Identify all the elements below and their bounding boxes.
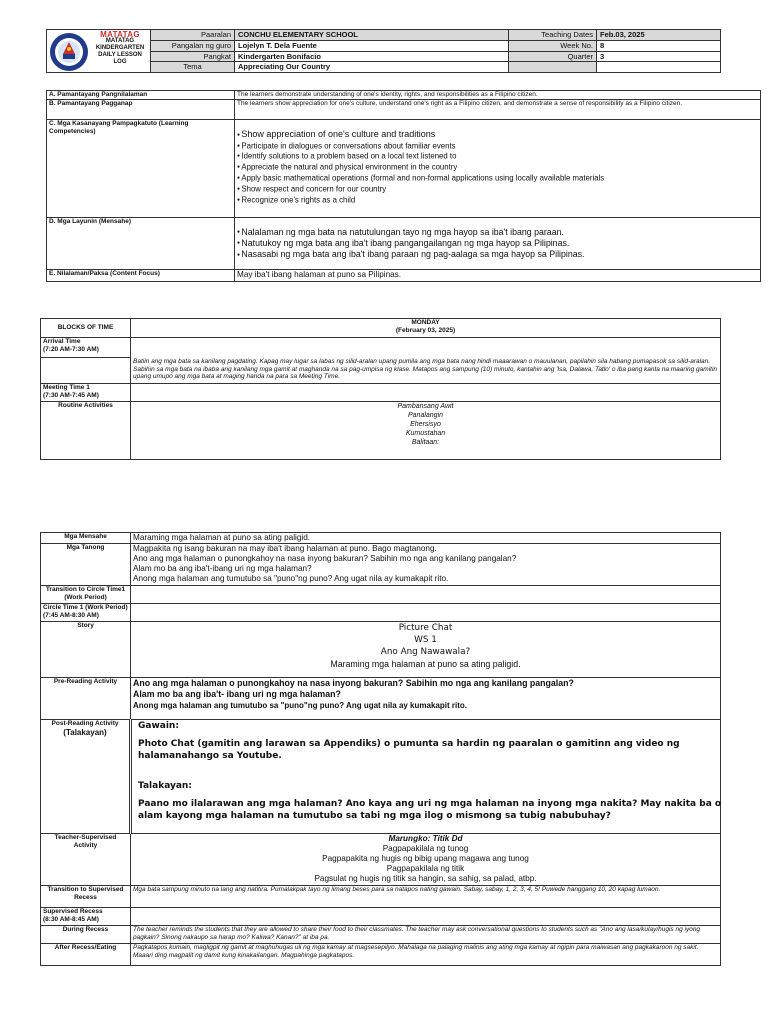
gawain-title: Gawain:	[138, 721, 179, 731]
meeting-label: Meeting Time 1	[43, 384, 90, 391]
header-label2: Quarter	[509, 51, 597, 62]
day-name: MONDAY	[411, 319, 440, 326]
list-item: ● Nalalaman ng mga bata na natutulungan tayo ng mga hayop sa iba't ibang paraan.	[237, 227, 758, 238]
header-value: Kindergarten Bonifacio	[235, 51, 509, 62]
competencies-cell	[235, 120, 761, 218]
list-item: ● Nasasabi ng mga bata ang iba't ibang paraan ng pag-aalaga sa mga hayop sa Pilipinas.	[237, 249, 758, 260]
tanong-label: Mga Tanong	[41, 544, 131, 586]
list-item: ● Show respect and concern for our country	[237, 184, 758, 195]
logo-block	[47, 30, 151, 73]
header-value: Lojelyn T. Dela Fuente	[235, 40, 509, 51]
header-label2: Teaching Dates	[509, 30, 597, 41]
content-standard-label: A. Pamantayang Pangnilalaman	[47, 91, 235, 100]
story-line: WS 1	[414, 635, 437, 645]
routine-item: Pambansang Awit	[397, 403, 454, 410]
blank-cell	[131, 908, 721, 926]
postreading-cell	[131, 720, 721, 834]
blank-cell	[131, 384, 721, 402]
prereading-cell	[131, 678, 721, 720]
competencies-list	[237, 128, 758, 206]
header-label2	[509, 62, 597, 73]
brand-sub2: KINDERGARTEN	[95, 45, 145, 51]
meeting-label-cell	[41, 384, 131, 402]
routine-item: Balitaan:	[411, 439, 440, 446]
header-value2: 8	[597, 40, 721, 51]
content-focus-label: E. Nilalaman/Paksa (Content Focus)	[47, 270, 235, 282]
routine-label: Routine Activities	[41, 402, 131, 460]
list-item: ● Appreciate the natural and physical environment in the country	[237, 162, 758, 173]
list-item: ● Identify solutions to a problem based on a local text listened to	[237, 151, 758, 162]
header-value2: Feb.03, 2025	[597, 30, 721, 41]
meeting-time: (7:30 AM-7:45 AM)	[43, 391, 99, 399]
blocks-table	[40, 318, 721, 460]
arrival-label-cell	[41, 338, 131, 358]
recess-label: Supervised Recess	[43, 908, 103, 915]
recess-label-cell	[41, 908, 131, 926]
header-label: Pangalan ng guro	[151, 40, 235, 51]
content-standard-text: The learners demonstrate understanding of one's identity, rights, and responsibilities as a Filipino citizen.	[235, 91, 761, 100]
header-label2: Week No.	[509, 40, 597, 51]
tanong-cell	[131, 544, 721, 586]
header-value2: 3	[597, 51, 721, 62]
postreading-sub: (Talakayan)	[63, 727, 107, 737]
header-value: Appreciating Our Country	[235, 62, 509, 73]
tanong-line: Alam mo ba ang iba't-ibang uri ng mga halaman?	[133, 564, 312, 573]
routine-item: Panalangin	[407, 412, 444, 419]
transition2-label: Transition to Supervised Recess	[41, 886, 131, 908]
list-item: ● Recognize one's rights as a child	[237, 195, 758, 206]
after-text: Pagkatapos kumain, magligpit ng gamit at maghuhugas uli ng mga kamay at magsesepilyo. Mahalaga na palaging malinis ang ating mga kamay at ngipin para maiwasan ang pagkakaroon ng sakit. Maaari ding magpalit ng damit kung kinakailangan. Magpahinga pagkatapos.	[131, 944, 721, 966]
tanong-line: Ano ang mga halaman o punongkahoy na nasa inyong bakuran? Sabihin mo nga ang kanilang pangalan?	[133, 554, 517, 563]
standards-table	[46, 90, 761, 282]
during-label: During Recess	[41, 926, 131, 944]
objectives-cell	[235, 218, 761, 270]
talakayan-text: Paano mo ilalarawan ang mga halaman? Ano kaya ang uri ng mga halaman na inyong mga nakita? May nakita ba o alam kayong mga halaman na tumutubo sa tabi ng mga ilog o mismong sa tubig nabubuhay?	[138, 799, 722, 821]
header-value2	[597, 62, 721, 73]
routine-item: Ehersisyo	[410, 421, 441, 428]
story-line: Maraming mga halaman at puno sa ating paligid.	[330, 659, 521, 669]
routine-item: Kumustahan	[405, 430, 446, 437]
competencies-label: C. Mga Kasanayang Pampagkatuto (Learning Competencies)	[47, 120, 235, 218]
objectives-label: D. Mga Layunin (Mensahe)	[47, 218, 235, 270]
transition2-text: Mga bata sampung minuto na lang ang natitira. Pumalakpak tayo ng limang beses para sa natapos nating gawain. Sabay, sabay, 1, 2, 3, 4, 5! Puwede hanggang 10, 20 kapag lumaon.	[131, 886, 721, 908]
prereading-line: Alam mo ba ang iba't- ibang uri ng mga halaman?	[133, 689, 341, 699]
brand-sub3: DAILY LESSON LOG	[98, 52, 142, 65]
list-item: ● Show appreciation of one's culture and traditions	[237, 128, 758, 141]
tanong-line: Anong mga halaman ang tumutubo sa "puno"ng puno? Ang ugat nila ay kumakapit rito.	[133, 574, 449, 583]
header-value: CONCHU ELEMENTARY SCHOOL	[235, 30, 509, 41]
prereading-label: Pre-Reading Activity	[41, 678, 131, 720]
blocks-header: BLOCKS OF TIME	[41, 319, 131, 338]
header-label: Tema	[151, 62, 235, 73]
story-line: Picture Chat	[398, 623, 453, 633]
list-item: ● Natutukoy ng mga bata ang iba't ibang pangangailangan ng mga hayop sa Pilipinas.	[237, 238, 758, 249]
objectives-list	[237, 227, 758, 261]
teacher-line: Pagpapakilala ng tunog	[382, 844, 469, 853]
brand-sub1: MATATAG	[105, 38, 135, 44]
arrival-label: Arrival Time	[43, 338, 81, 345]
arrival-text: Batiin ang mga bata sa kanilang pagdating. Kapag may lugar sa labas ng silid-aralan upang pumila ang mga bata nang hindi maaarawan o mauulanan, papilahin sila habang pumapasok sa silid-aralan. Sabihin sa mga bata na ibaba ang kanilang mga gamit at maghanda na sa pag-umpisa ng klase. Matapos ang sampung (10) minuto, kantahin ang 'Isa, Dalawa, Tatlo' o iba pang kanta na maaring gamitin upang umupo ang mga bata at maging handa na para sa Meeting Time.	[131, 338, 721, 384]
header-label: Pangkat	[151, 51, 235, 62]
header-table	[46, 29, 721, 73]
story-line: Ano Ang Nawawala?	[380, 647, 471, 657]
performance-standard-text: The learners show appreciation for one's culture, understand one's right as a Filipino citizen, and demonstrate a sense of responsibility as a Filipino citizen.	[235, 100, 761, 120]
deped-seal-icon	[49, 32, 89, 72]
mensahe-text: Maraming mga halaman at puno sa ating paligid.	[131, 533, 721, 544]
teacher-line: Pagsulat ng hugis ng titik sa hangin, sa sahig, sa palad, atbp.	[314, 874, 537, 883]
recess-time: (8:30 AM-8:45 AM)	[43, 915, 99, 923]
story-cell	[131, 622, 721, 678]
gawain-text: Photo Chat (gamitin ang larawan sa Appendiks) o pumunta sa hardin ng paaralan o gamitinn ang video ng halamanahango sa Youtube.	[138, 739, 680, 761]
list-item: ● Apply basic mathematical operations (formal and non-formal applications using locally available materials	[237, 173, 758, 184]
postreading-label: Post-Reading Activity	[51, 720, 119, 727]
transition1-label: Transition to Circle Time1 (Work Period)	[41, 586, 131, 604]
teacher-label: Teacher-Supervised Activity	[41, 834, 131, 886]
arrival-time: (7:20 AM-7:30 AM)	[43, 345, 99, 353]
routine-list	[131, 402, 721, 460]
tanong-line: Magpakita ng isang bakuran na may iba't ibang halaman at puno. Bago magtanong.	[133, 544, 437, 553]
header-label: Paaralan	[151, 30, 235, 41]
day-header	[131, 319, 721, 338]
performance-standard-label: B. Pamantayang Pagganap	[47, 100, 235, 120]
brand-title: MATATAG	[100, 30, 140, 39]
circle-label-cell	[41, 604, 131, 622]
circle-time: (7:45 AM-8:30 AM)	[43, 611, 99, 619]
after-label: After Recess/Eating	[41, 944, 131, 966]
blank-cell	[131, 604, 721, 622]
blank-cell	[131, 586, 721, 604]
teacher-line: Pagpapakilala ng titik	[386, 864, 465, 873]
postreading-label-cell	[41, 720, 131, 834]
content-focus-text: May iba't ibang halaman at puno sa Pilipinas.	[235, 270, 761, 282]
story-label: Story	[41, 622, 131, 678]
teacher-line: Pagpapakita ng hugis ng bibig upang magawa ang tunog	[322, 854, 529, 863]
prereading-line: Ano ang mga halaman o punongkahoy na nasa inyong bakuran? Sabihin mo nga ang kanilang pangalan?	[133, 678, 574, 688]
teacher-line: Marungko: Titik Dd	[388, 834, 463, 843]
talakayan-title: Talakayan:	[138, 781, 192, 791]
prereading-line: Anong mga halaman ang tumutubo sa "puno"ng puno? Ang ugat nila ay kumakapit rito.	[133, 701, 467, 710]
brand-block	[91, 31, 149, 66]
list-item: ● Participate in dialogues or conversations about familiar events	[237, 141, 758, 152]
blank-cell	[41, 358, 131, 384]
mensahe-label: Mga Mensahe	[41, 533, 131, 544]
activities-table	[40, 532, 721, 966]
teacher-cell	[131, 834, 721, 886]
during-text: The teacher reminds the students that they are allowed to share their food to their classmates. The teacher may ask conversational questions to students such as "Ano ang lasa/kulay/hugis ng iyong pagkain? Sinong nakaupo sa harap mo? Kaliwa? Kanan?" at iba pa.	[131, 926, 721, 944]
circle-label: Circle Time 1 (Work Period)	[43, 604, 128, 611]
day-date: (February 03, 2025)	[395, 326, 456, 334]
